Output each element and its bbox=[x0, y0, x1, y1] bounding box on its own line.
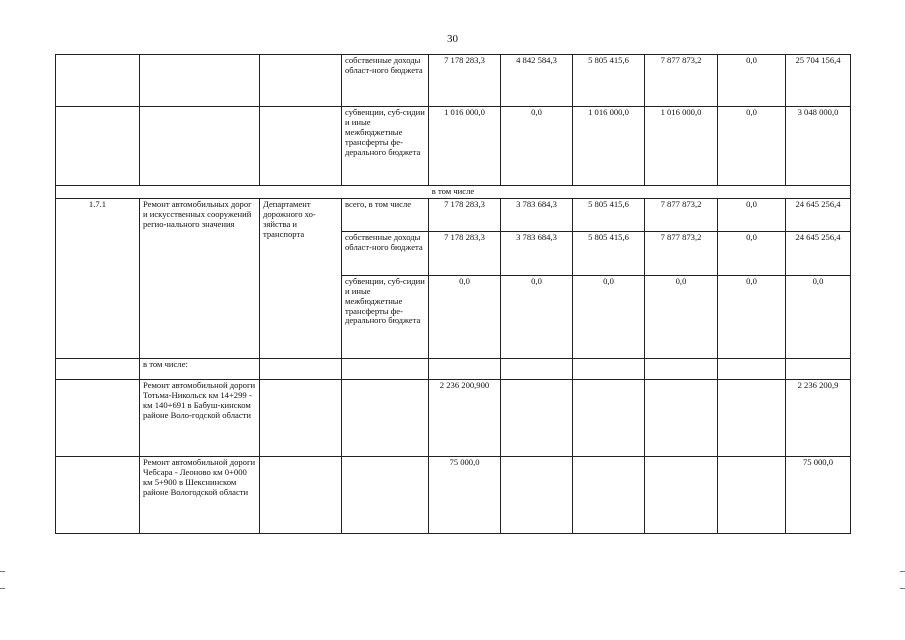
item-name: Ремонт автомобильных дорог и искусственных сооружений регио-нального значения bbox=[140, 198, 260, 358]
value-cell: 2 236 200,9 bbox=[786, 379, 851, 456]
value-cell bbox=[718, 456, 786, 533]
value-cell: 2 236 200,900 bbox=[429, 379, 501, 456]
item-executor: Департамент дорожного хо-зяйства и транспорта bbox=[260, 198, 342, 358]
table-row bbox=[56, 456, 851, 533]
value-cell: 3 783 684,3 bbox=[501, 198, 573, 231]
value-cell: 7 877 873,2 bbox=[645, 55, 718, 107]
name-cell bbox=[140, 107, 260, 186]
value-cell bbox=[718, 379, 786, 456]
table-row bbox=[56, 358, 851, 379]
executor-cell bbox=[260, 456, 342, 533]
scan-mark bbox=[0, 588, 5, 589]
value-cell: 7 178 283,3 bbox=[429, 198, 501, 231]
value-cell: 0,0 bbox=[429, 275, 501, 358]
table-row bbox=[56, 107, 851, 186]
source-cell: субвенции, суб-сидии и иные межбюджетные трансферты фе-дерального бюджета bbox=[342, 107, 429, 186]
source-cell: собственные доходы област-ного бюджета bbox=[342, 55, 429, 107]
value-cell: 0,0 bbox=[718, 198, 786, 231]
value-cell: 3 048 000,0 bbox=[786, 107, 851, 186]
value-cell bbox=[573, 379, 645, 456]
source-cell bbox=[342, 456, 429, 533]
value-cell: 0,0 bbox=[501, 107, 573, 186]
item-code: 1.7.1 bbox=[56, 198, 140, 358]
table-row bbox=[56, 55, 851, 107]
value-cell: 0,0 bbox=[718, 275, 786, 358]
value-cell: 0,0 bbox=[718, 55, 786, 107]
value-cell bbox=[645, 456, 718, 533]
value-cell: 1 016 000,0 bbox=[645, 107, 718, 186]
source-cell: субвенции, суб-сидии и иные межбюджетные трансферты фе-дерального бюджета bbox=[342, 275, 429, 358]
value-cell bbox=[645, 358, 718, 379]
value-cell: 3 783 684,3 bbox=[501, 231, 573, 275]
value-cell bbox=[786, 358, 851, 379]
scan-mark bbox=[0, 571, 5, 572]
value-cell: 0,0 bbox=[501, 275, 573, 358]
value-cell: 5 805 415,6 bbox=[573, 198, 645, 231]
value-cell: 24 645 256,4 bbox=[786, 198, 851, 231]
value-cell bbox=[573, 456, 645, 533]
source-cell: собственные доходы област-ного бюджета bbox=[342, 231, 429, 275]
value-cell: 1 016 000,0 bbox=[573, 107, 645, 186]
name-cell bbox=[140, 55, 260, 107]
source-cell bbox=[342, 358, 429, 379]
value-cell: 0,0 bbox=[718, 231, 786, 275]
scan-mark bbox=[900, 588, 905, 589]
table-row bbox=[56, 198, 851, 231]
value-cell: 75 000,0 bbox=[786, 456, 851, 533]
budget-table bbox=[55, 54, 851, 534]
value-cell bbox=[645, 379, 718, 456]
value-cell bbox=[501, 358, 573, 379]
value-cell bbox=[429, 358, 501, 379]
value-cell: 7 178 283,3 bbox=[429, 231, 501, 275]
source-cell bbox=[342, 379, 429, 456]
value-cell: 0,0 bbox=[573, 275, 645, 358]
executor-cell bbox=[260, 107, 342, 186]
value-cell: 7 178 283,3 bbox=[429, 55, 501, 107]
value-cell bbox=[718, 358, 786, 379]
value-cell: 75 000,0 bbox=[429, 456, 501, 533]
value-cell bbox=[501, 456, 573, 533]
item-name: в том числе: bbox=[140, 358, 260, 379]
value-cell: 5 805 415,6 bbox=[573, 231, 645, 275]
code-cell bbox=[56, 358, 140, 379]
source-cell: всего, в том числе bbox=[342, 198, 429, 231]
value-cell: 7 877 873,2 bbox=[645, 198, 718, 231]
value-cell bbox=[501, 379, 573, 456]
value-cell: 25 704 156,4 bbox=[786, 55, 851, 107]
item-name: Ремонт автомобильной дороги Чебсара - Леоново км 0+000 км 5+900 в Шекснинском районе Вологодской области bbox=[140, 456, 260, 533]
code-cell bbox=[56, 456, 140, 533]
value-cell: 0,0 bbox=[718, 107, 786, 186]
table-row bbox=[56, 379, 851, 456]
code-cell bbox=[56, 107, 140, 186]
value-cell: 5 805 415,6 bbox=[573, 55, 645, 107]
executor-cell bbox=[260, 55, 342, 107]
table-row bbox=[56, 186, 851, 199]
scan-mark bbox=[900, 571, 905, 572]
value-cell: 24 645 256,4 bbox=[786, 231, 851, 275]
code-cell bbox=[56, 379, 140, 456]
value-cell: 0,0 bbox=[786, 275, 851, 358]
executor-cell bbox=[260, 358, 342, 379]
page-number: 30 bbox=[447, 33, 458, 45]
value-cell bbox=[573, 358, 645, 379]
value-cell: 1 016 000,0 bbox=[429, 107, 501, 186]
value-cell: 0,0 bbox=[645, 275, 718, 358]
subsection-label: в том числе bbox=[56, 186, 851, 199]
item-name: Ремонт автомобильной дороги Тотьма-Никольск км 14+299 - км 140+691 в Бабуш-кинском районе Воло-годской области bbox=[140, 379, 260, 456]
value-cell: 4 842 584,3 bbox=[501, 55, 573, 107]
executor-cell bbox=[260, 379, 342, 456]
value-cell: 7 877 873,2 bbox=[645, 231, 718, 275]
code-cell bbox=[56, 55, 140, 107]
